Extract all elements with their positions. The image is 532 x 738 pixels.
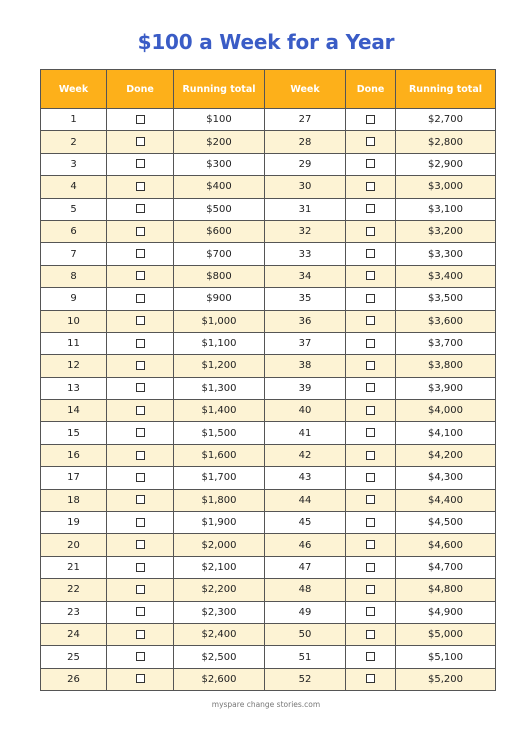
running-total-cell: $900 xyxy=(174,288,265,310)
running-total-cell: $1,700 xyxy=(174,467,265,489)
week-cell: 45 xyxy=(265,512,346,534)
running-total-cell: $4,200 xyxy=(396,444,496,466)
week-cell: 18 xyxy=(41,489,107,511)
done-cell xyxy=(107,422,174,444)
done-cell xyxy=(107,400,174,422)
done-cell xyxy=(346,288,396,310)
checkbox[interactable] xyxy=(136,316,145,325)
done-cell xyxy=(346,131,396,153)
checkbox[interactable] xyxy=(136,159,145,168)
week-cell: 43 xyxy=(265,467,346,489)
checkbox[interactable] xyxy=(366,271,375,280)
table-row xyxy=(41,265,496,287)
checkbox[interactable] xyxy=(136,227,145,236)
checkbox[interactable] xyxy=(366,652,375,661)
checkbox[interactable] xyxy=(136,115,145,124)
table-row xyxy=(41,646,496,668)
running-total-cell: $700 xyxy=(174,243,265,265)
done-cell xyxy=(107,512,174,534)
week-cell: 25 xyxy=(41,646,107,668)
done-cell xyxy=(107,332,174,354)
week-cell: 2 xyxy=(41,131,107,153)
done-cell xyxy=(107,131,174,153)
week-cell: 32 xyxy=(265,220,346,242)
done-cell xyxy=(346,198,396,220)
week-cell: 11 xyxy=(41,332,107,354)
running-total-cell: $3,200 xyxy=(396,220,496,242)
table-row xyxy=(41,131,496,153)
done-cell xyxy=(346,109,396,131)
running-total-cell: $5,200 xyxy=(396,668,496,690)
running-total-cell: $2,000 xyxy=(174,534,265,556)
done-cell xyxy=(346,265,396,287)
week-cell: 28 xyxy=(265,131,346,153)
done-cell xyxy=(346,310,396,332)
table-row xyxy=(41,400,496,422)
done-cell xyxy=(346,377,396,399)
running-total-cell: $2,100 xyxy=(174,556,265,578)
week-cell: 33 xyxy=(265,243,346,265)
running-total-cell: $1,300 xyxy=(174,377,265,399)
table-row xyxy=(41,198,496,220)
done-cell xyxy=(107,310,174,332)
checkbox[interactable] xyxy=(366,674,375,683)
running-total-cell: $800 xyxy=(174,265,265,287)
table-row xyxy=(41,467,496,489)
header-week: Week xyxy=(41,70,107,109)
week-cell: 36 xyxy=(265,310,346,332)
savings-tracker-table xyxy=(40,69,496,691)
checkbox[interactable] xyxy=(136,630,145,639)
checkbox[interactable] xyxy=(366,137,375,146)
week-cell: 9 xyxy=(41,288,107,310)
checkbox[interactable] xyxy=(136,339,145,348)
running-total-cell: $400 xyxy=(174,176,265,198)
done-cell xyxy=(107,534,174,556)
running-total-cell: $1,800 xyxy=(174,489,265,511)
done-cell xyxy=(346,668,396,690)
done-cell xyxy=(346,646,396,668)
table-row xyxy=(41,377,496,399)
done-cell xyxy=(346,579,396,601)
running-total-cell: $3,300 xyxy=(396,243,496,265)
week-cell: 40 xyxy=(265,400,346,422)
done-cell xyxy=(346,489,396,511)
running-total-cell: $4,600 xyxy=(396,534,496,556)
checkbox[interactable] xyxy=(136,451,145,460)
running-total-cell: $2,600 xyxy=(174,668,265,690)
running-total-cell: $2,500 xyxy=(174,646,265,668)
week-cell: 38 xyxy=(265,355,346,377)
checkbox[interactable] xyxy=(136,495,145,504)
done-cell xyxy=(346,601,396,623)
done-cell xyxy=(346,220,396,242)
week-cell: 41 xyxy=(265,422,346,444)
checkbox[interactable] xyxy=(136,428,145,437)
running-total-cell: $2,400 xyxy=(174,623,265,645)
checkbox[interactable] xyxy=(136,473,145,482)
week-cell: 52 xyxy=(265,668,346,690)
week-cell: 5 xyxy=(41,198,107,220)
done-cell xyxy=(107,243,174,265)
done-cell xyxy=(107,377,174,399)
table-row xyxy=(41,332,496,354)
week-cell: 16 xyxy=(41,444,107,466)
week-cell: 35 xyxy=(265,288,346,310)
running-total-cell: $2,300 xyxy=(174,601,265,623)
running-total-cell: $1,200 xyxy=(174,355,265,377)
checkbox[interactable] xyxy=(366,495,375,504)
footer-url: myspare change stories.com xyxy=(211,700,321,709)
done-cell xyxy=(346,512,396,534)
checkbox[interactable] xyxy=(366,630,375,639)
done-cell xyxy=(107,556,174,578)
checkbox[interactable] xyxy=(366,204,375,213)
done-cell xyxy=(346,623,396,645)
running-total-cell: $3,500 xyxy=(396,288,496,310)
done-cell xyxy=(107,601,174,623)
week-cell: 49 xyxy=(265,601,346,623)
table-row xyxy=(41,220,496,242)
table-row xyxy=(41,355,496,377)
running-total-cell: $3,600 xyxy=(396,310,496,332)
checkbox[interactable] xyxy=(366,159,375,168)
checkbox[interactable] xyxy=(136,294,145,303)
done-cell xyxy=(346,153,396,175)
week-cell: 8 xyxy=(41,265,107,287)
done-cell xyxy=(107,489,174,511)
done-cell xyxy=(107,646,174,668)
done-cell xyxy=(107,467,174,489)
done-cell xyxy=(346,444,396,466)
done-cell xyxy=(107,668,174,690)
done-cell xyxy=(107,265,174,287)
done-cell xyxy=(346,534,396,556)
week-cell: 31 xyxy=(265,198,346,220)
table-row xyxy=(41,109,496,131)
week-cell: 4 xyxy=(41,176,107,198)
running-total-cell: $3,000 xyxy=(396,176,496,198)
week-cell: 46 xyxy=(265,534,346,556)
checkbox[interactable] xyxy=(366,227,375,236)
week-cell: 42 xyxy=(265,444,346,466)
running-total-cell: $4,700 xyxy=(396,556,496,578)
running-total-cell: $3,800 xyxy=(396,355,496,377)
checkbox[interactable] xyxy=(136,674,145,683)
running-total-cell: $4,300 xyxy=(396,467,496,489)
done-cell xyxy=(346,332,396,354)
week-cell: 6 xyxy=(41,220,107,242)
running-total-cell: $2,200 xyxy=(174,579,265,601)
checkbox[interactable] xyxy=(136,137,145,146)
done-cell xyxy=(346,355,396,377)
checkbox[interactable] xyxy=(366,383,375,392)
week-cell: 51 xyxy=(265,646,346,668)
week-cell: 7 xyxy=(41,243,107,265)
table-row xyxy=(41,310,496,332)
running-total-cell: $100 xyxy=(174,109,265,131)
running-total-cell: $4,000 xyxy=(396,400,496,422)
checkbox[interactable] xyxy=(366,115,375,124)
done-cell xyxy=(107,198,174,220)
checkbox[interactable] xyxy=(366,316,375,325)
week-cell: 19 xyxy=(41,512,107,534)
running-total-cell: $4,900 xyxy=(396,601,496,623)
running-total-cell: $2,800 xyxy=(396,131,496,153)
week-cell: 23 xyxy=(41,601,107,623)
checkbox[interactable] xyxy=(136,585,145,594)
done-cell xyxy=(346,467,396,489)
checkbox[interactable] xyxy=(136,607,145,616)
done-cell xyxy=(346,176,396,198)
done-cell xyxy=(107,579,174,601)
checkbox[interactable] xyxy=(136,518,145,527)
table-row xyxy=(41,422,496,444)
running-total-cell: $4,400 xyxy=(396,489,496,511)
table-row xyxy=(41,512,496,534)
checkbox[interactable] xyxy=(136,383,145,392)
header-row xyxy=(41,70,496,109)
checkbox[interactable] xyxy=(366,607,375,616)
header-done: Done xyxy=(107,70,174,109)
week-cell: 48 xyxy=(265,579,346,601)
week-cell: 10 xyxy=(41,310,107,332)
checkbox[interactable] xyxy=(136,652,145,661)
running-total-cell: $2,700 xyxy=(396,109,496,131)
running-total-cell: $1,000 xyxy=(174,310,265,332)
checkbox[interactable] xyxy=(136,361,145,370)
done-cell xyxy=(346,556,396,578)
done-cell xyxy=(346,400,396,422)
running-total-cell: $3,100 xyxy=(396,198,496,220)
running-total-cell: $2,900 xyxy=(396,153,496,175)
week-cell: 39 xyxy=(265,377,346,399)
running-total-cell: $600 xyxy=(174,220,265,242)
done-cell xyxy=(346,422,396,444)
running-total-cell: $5,100 xyxy=(396,646,496,668)
table-row xyxy=(41,601,496,623)
week-cell: 14 xyxy=(41,400,107,422)
running-total-cell: $1,600 xyxy=(174,444,265,466)
checkbox[interactable] xyxy=(366,473,375,482)
table-row xyxy=(41,556,496,578)
table-row xyxy=(41,444,496,466)
checkbox[interactable] xyxy=(366,249,375,258)
checkbox[interactable] xyxy=(136,182,145,191)
checkbox[interactable] xyxy=(366,451,375,460)
table-row xyxy=(41,243,496,265)
week-cell: 22 xyxy=(41,579,107,601)
checkbox[interactable] xyxy=(366,406,375,415)
done-cell xyxy=(107,176,174,198)
running-total-cell: $1,100 xyxy=(174,332,265,354)
running-total-cell: $4,800 xyxy=(396,579,496,601)
checkbox[interactable] xyxy=(136,249,145,258)
table-row xyxy=(41,579,496,601)
checkbox[interactable] xyxy=(366,428,375,437)
week-cell: 15 xyxy=(41,422,107,444)
header-week: Week xyxy=(265,70,346,109)
checkbox[interactable] xyxy=(366,339,375,348)
checkbox[interactable] xyxy=(136,204,145,213)
running-total-cell: $3,900 xyxy=(396,377,496,399)
week-cell: 27 xyxy=(265,109,346,131)
header-running-total: Running total xyxy=(396,70,496,109)
done-cell xyxy=(107,444,174,466)
done-cell xyxy=(107,153,174,175)
table-row xyxy=(41,534,496,556)
week-cell: 30 xyxy=(265,176,346,198)
running-total-cell: $1,400 xyxy=(174,400,265,422)
checkbox[interactable] xyxy=(136,563,145,572)
running-total-cell: $1,900 xyxy=(174,512,265,534)
week-cell: 20 xyxy=(41,534,107,556)
checkbox[interactable] xyxy=(366,585,375,594)
running-total-cell: $4,500 xyxy=(396,512,496,534)
week-cell: 26 xyxy=(41,668,107,690)
week-cell: 3 xyxy=(41,153,107,175)
running-total-cell: $3,700 xyxy=(396,332,496,354)
week-cell: 44 xyxy=(265,489,346,511)
table-row xyxy=(41,668,496,690)
week-cell: 1 xyxy=(41,109,107,131)
checkbox[interactable] xyxy=(136,271,145,280)
checkbox[interactable] xyxy=(366,540,375,549)
week-cell: 29 xyxy=(265,153,346,175)
table-row xyxy=(41,176,496,198)
done-cell xyxy=(107,109,174,131)
week-cell: 12 xyxy=(41,355,107,377)
page-title: $100 a Week for a Year xyxy=(137,30,395,54)
done-cell xyxy=(107,623,174,645)
checkbox[interactable] xyxy=(366,294,375,303)
running-total-cell: $4,100 xyxy=(396,422,496,444)
checkbox[interactable] xyxy=(366,182,375,191)
week-cell: 24 xyxy=(41,623,107,645)
week-cell: 13 xyxy=(41,377,107,399)
checkbox[interactable] xyxy=(136,540,145,549)
week-cell: 50 xyxy=(265,623,346,645)
week-cell: 17 xyxy=(41,467,107,489)
week-cell: 21 xyxy=(41,556,107,578)
header-running-total: Running total xyxy=(174,70,265,109)
running-total-cell: $300 xyxy=(174,153,265,175)
running-total-cell: $500 xyxy=(174,198,265,220)
done-cell xyxy=(107,220,174,242)
table-row xyxy=(41,489,496,511)
header-done: Done xyxy=(346,70,396,109)
checkbox[interactable] xyxy=(136,406,145,415)
running-total-cell: $5,000 xyxy=(396,623,496,645)
running-total-cell: $3,400 xyxy=(396,265,496,287)
table-row xyxy=(41,623,496,645)
running-total-cell: $1,500 xyxy=(174,422,265,444)
running-total-cell: $200 xyxy=(174,131,265,153)
checkbox[interactable] xyxy=(366,361,375,370)
checkbox[interactable] xyxy=(366,518,375,527)
checkbox[interactable] xyxy=(366,563,375,572)
week-cell: 34 xyxy=(265,265,346,287)
done-cell xyxy=(107,288,174,310)
week-cell: 47 xyxy=(265,556,346,578)
table-row xyxy=(41,153,496,175)
done-cell xyxy=(107,355,174,377)
done-cell xyxy=(346,243,396,265)
week-cell: 37 xyxy=(265,332,346,354)
table-row xyxy=(41,288,496,310)
